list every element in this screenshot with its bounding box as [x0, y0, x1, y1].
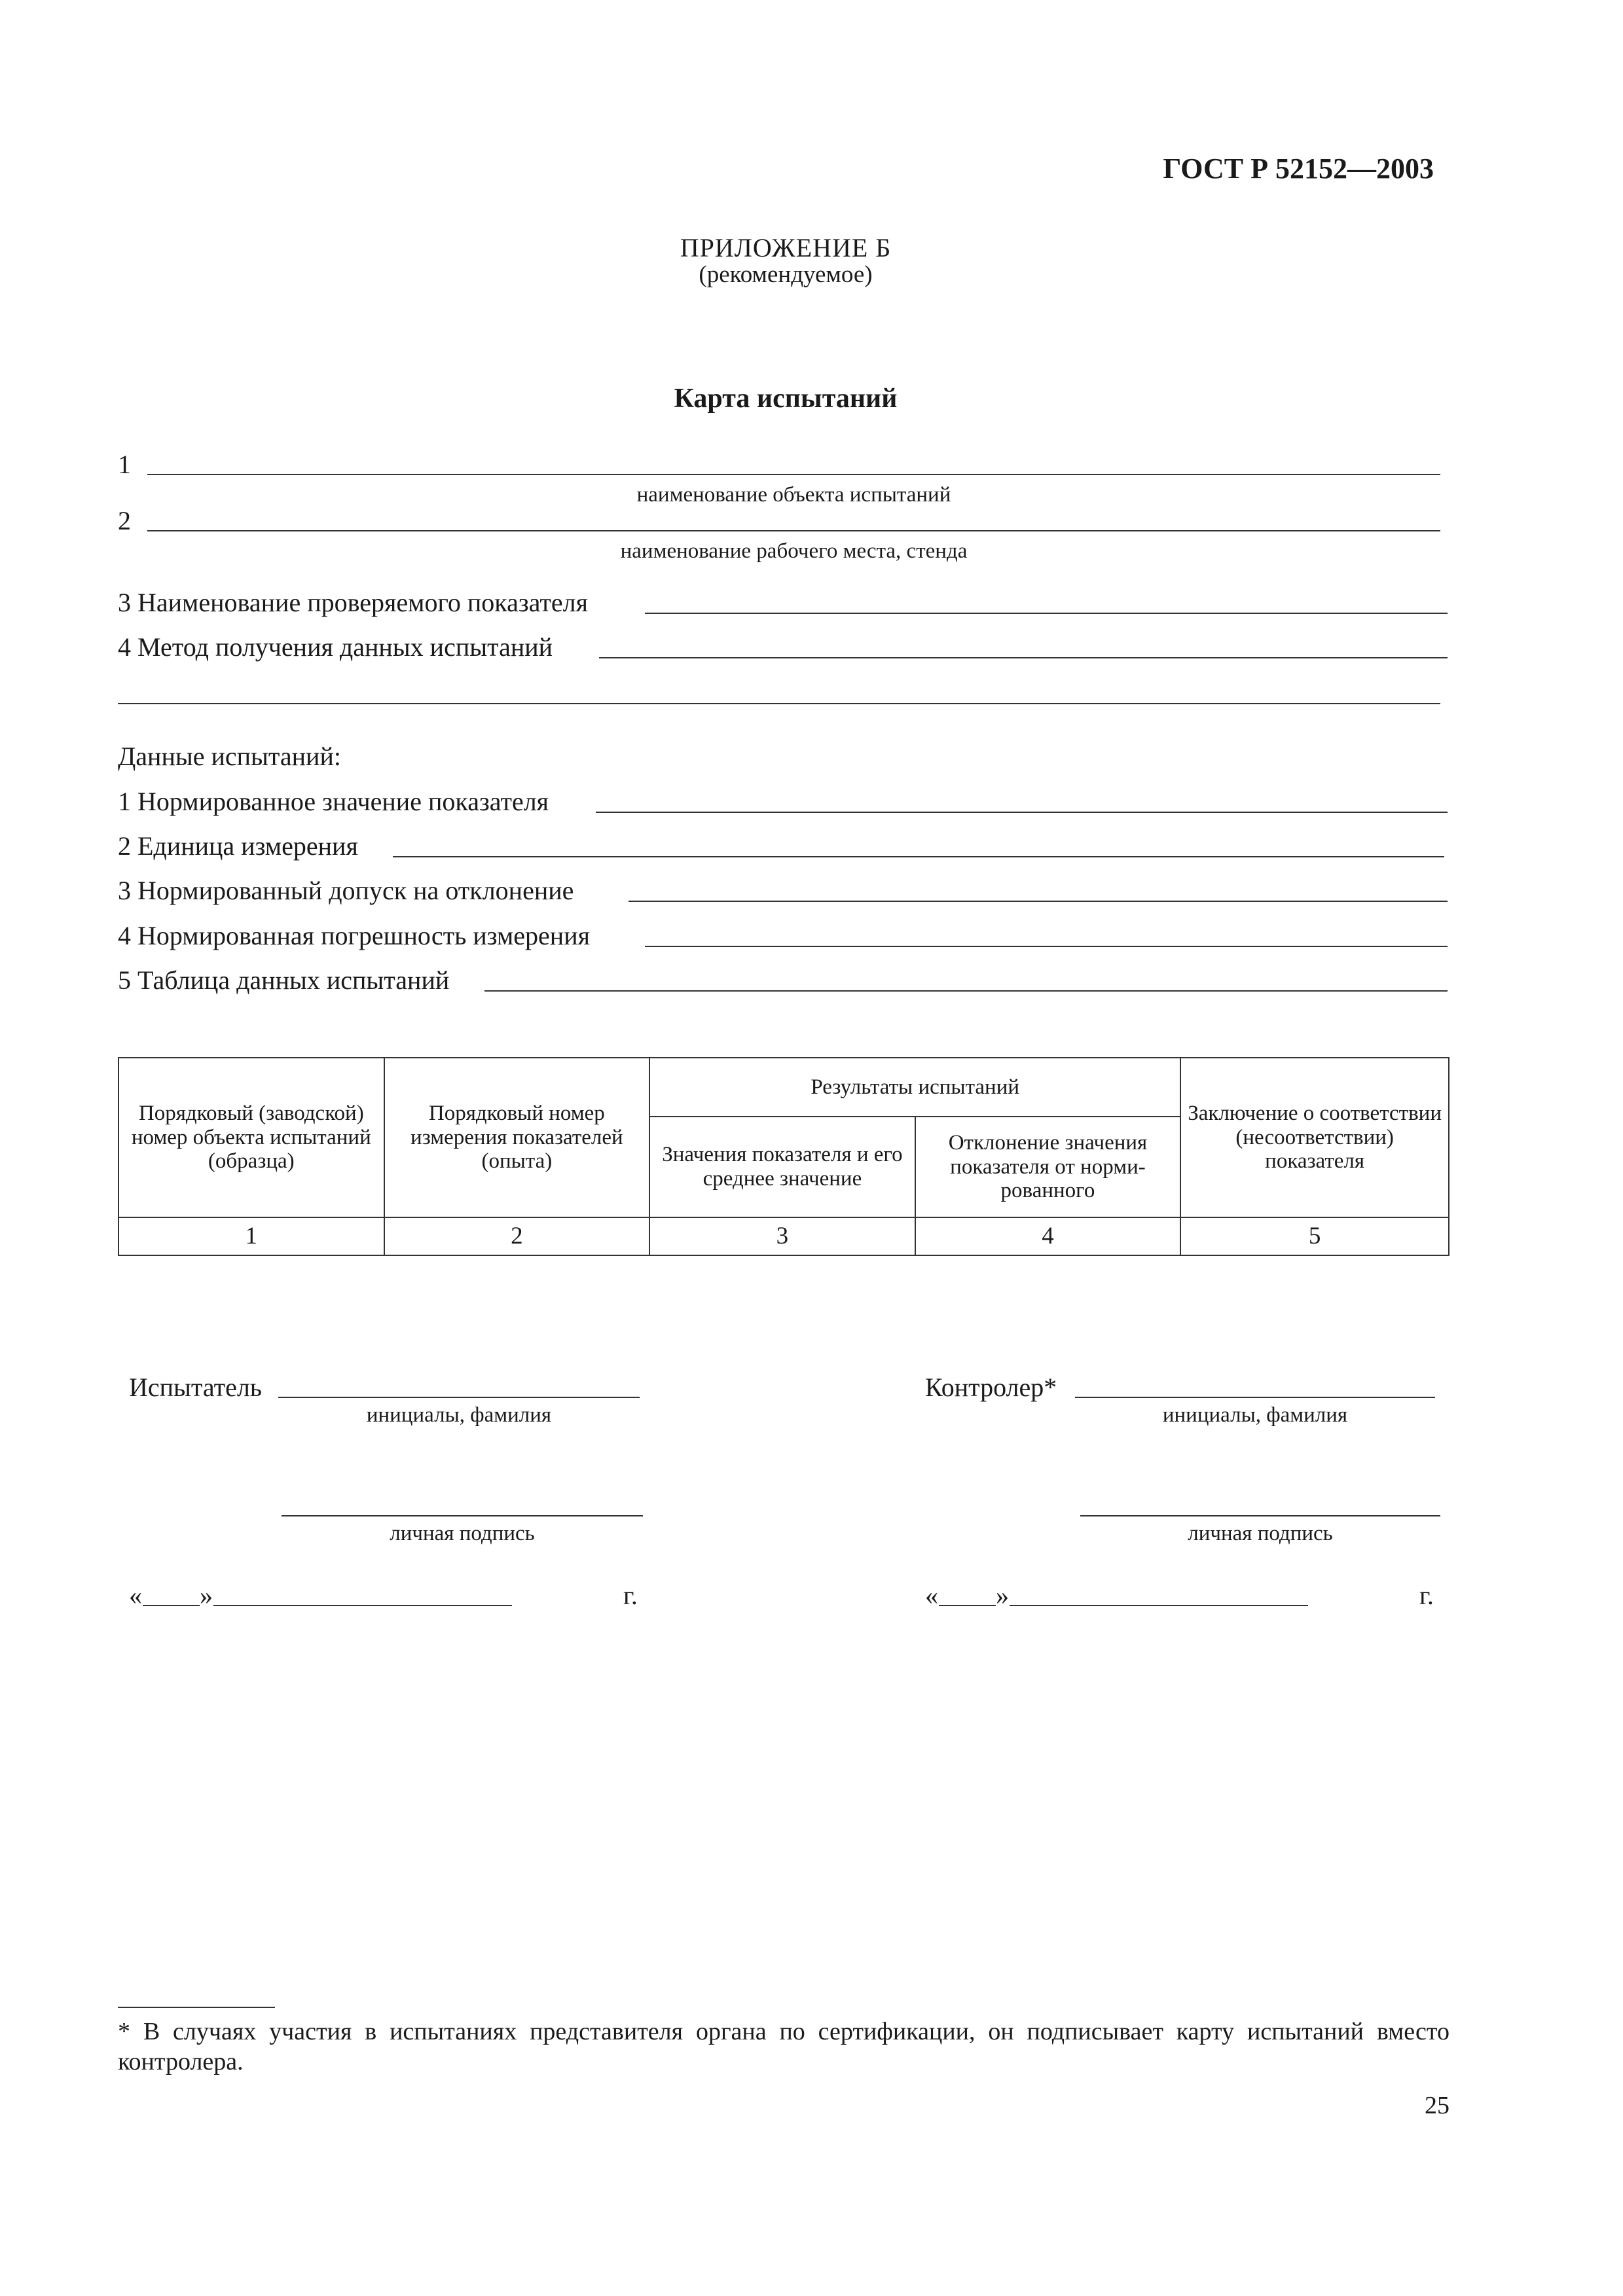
tester-label: Испытатель [129, 1372, 263, 1402]
card-title: Карта испытаний [674, 384, 898, 414]
column-number-5: 5 [1180, 1217, 1449, 1255]
controller-date-month-line[interactable] [1010, 1605, 1308, 1606]
test-item-4-label: 4 Нормированная погрешность измерения [118, 921, 590, 950]
header-measurement-number: Порядковый номер измерения показателей (опыта) [384, 1058, 650, 1217]
controller-signature-caption: личная подпись [1188, 1522, 1333, 1545]
field-3-line[interactable] [645, 613, 1448, 614]
test-data-table [118, 1057, 1450, 1256]
tester-signature-line[interactable] [282, 1515, 643, 1516]
field-2-caption: наименование рабочего места, стенда [620, 539, 968, 563]
field-4-continuation-line[interactable] [118, 703, 1440, 704]
column-number-4: 4 [915, 1217, 1181, 1255]
tester-date-year-suffix: г. [623, 1581, 638, 1610]
test-item-3-line[interactable] [629, 901, 1448, 902]
column-number-2: 2 [384, 1217, 650, 1255]
test-item-5-line[interactable] [484, 990, 1448, 992]
test-item-2-label: 2 Единица измерения [118, 831, 358, 861]
tester-date-month-line[interactable] [213, 1605, 512, 1606]
field-4-line[interactable] [599, 657, 1448, 658]
tester-signature-caption: личная подпись [390, 1522, 535, 1545]
tester-date-open-quote: « [129, 1581, 142, 1610]
column-number-3: 3 [649, 1217, 915, 1255]
test-data-heading: Данные испытаний: [118, 742, 341, 771]
controller-name-caption: инициалы, фамилия [1162, 1403, 1348, 1427]
field-3-label: 3 Наименование проверяемого показателя [118, 588, 588, 617]
field-2-number: 2 [118, 506, 131, 535]
footnote-separator [118, 2007, 275, 2008]
tester-date-day-line[interactable] [143, 1605, 200, 1606]
field-1-number: 1 [118, 450, 131, 479]
tester-date-close-quote: » [200, 1581, 213, 1610]
header-deviation: Отклонение значения показателя от норми-рованного [915, 1117, 1181, 1217]
test-item-5-label: 5 Таблица данных испытаний [118, 965, 450, 995]
footnote: * В случаях участия в испытаниях представителя органа по сертификации, он подписывает карту испытаний вместо контролера. [118, 2018, 1450, 2075]
test-item-2-line[interactable] [393, 856, 1444, 857]
field-2-line[interactable] [147, 530, 1440, 531]
field-4-label: 4 Метод получения данных испытаний [118, 632, 553, 662]
document-code: ГОСТ Р 52152—2003 [1163, 152, 1434, 185]
appendix-title: ПРИЛОЖЕНИЕ Б [680, 233, 892, 262]
tester-name-line[interactable] [278, 1397, 640, 1398]
page-number: 25 [1425, 2092, 1450, 2119]
controller-date-day-line[interactable] [939, 1605, 996, 1606]
controller-date-close-quote: » [996, 1581, 1009, 1610]
appendix-subtitle: (рекомендуемое) [699, 261, 873, 288]
controller-name-line[interactable] [1075, 1397, 1435, 1398]
test-item-4-line[interactable] [645, 946, 1448, 947]
header-sample-number: Порядковый (заводской) номер объекта испытаний (образца) [119, 1058, 384, 1217]
test-item-1-line[interactable] [596, 812, 1448, 813]
controller-label: Контролер* [925, 1372, 1057, 1402]
controller-date-year-suffix: г. [1419, 1581, 1434, 1610]
header-conclusion: Заключение о соответствии (несоответствии) показателя [1180, 1058, 1449, 1217]
controller-signature-line[interactable] [1080, 1515, 1440, 1516]
field-1-line[interactable] [147, 474, 1440, 475]
tester-name-caption: инициалы, фамилия [366, 1403, 552, 1427]
test-item-3-label: 3 Нормированный допуск на отклонение [118, 876, 574, 905]
column-number-1: 1 [119, 1217, 384, 1255]
header-results-group: Результаты испытаний [649, 1058, 1180, 1117]
test-item-1-label: 1 Нормированное значение показателя [118, 787, 549, 816]
field-1-caption: наименование объекта испытаний [636, 483, 951, 507]
controller-date-open-quote: « [925, 1581, 938, 1610]
header-values-mean: Значения показателя и его среднее значение [649, 1117, 915, 1217]
